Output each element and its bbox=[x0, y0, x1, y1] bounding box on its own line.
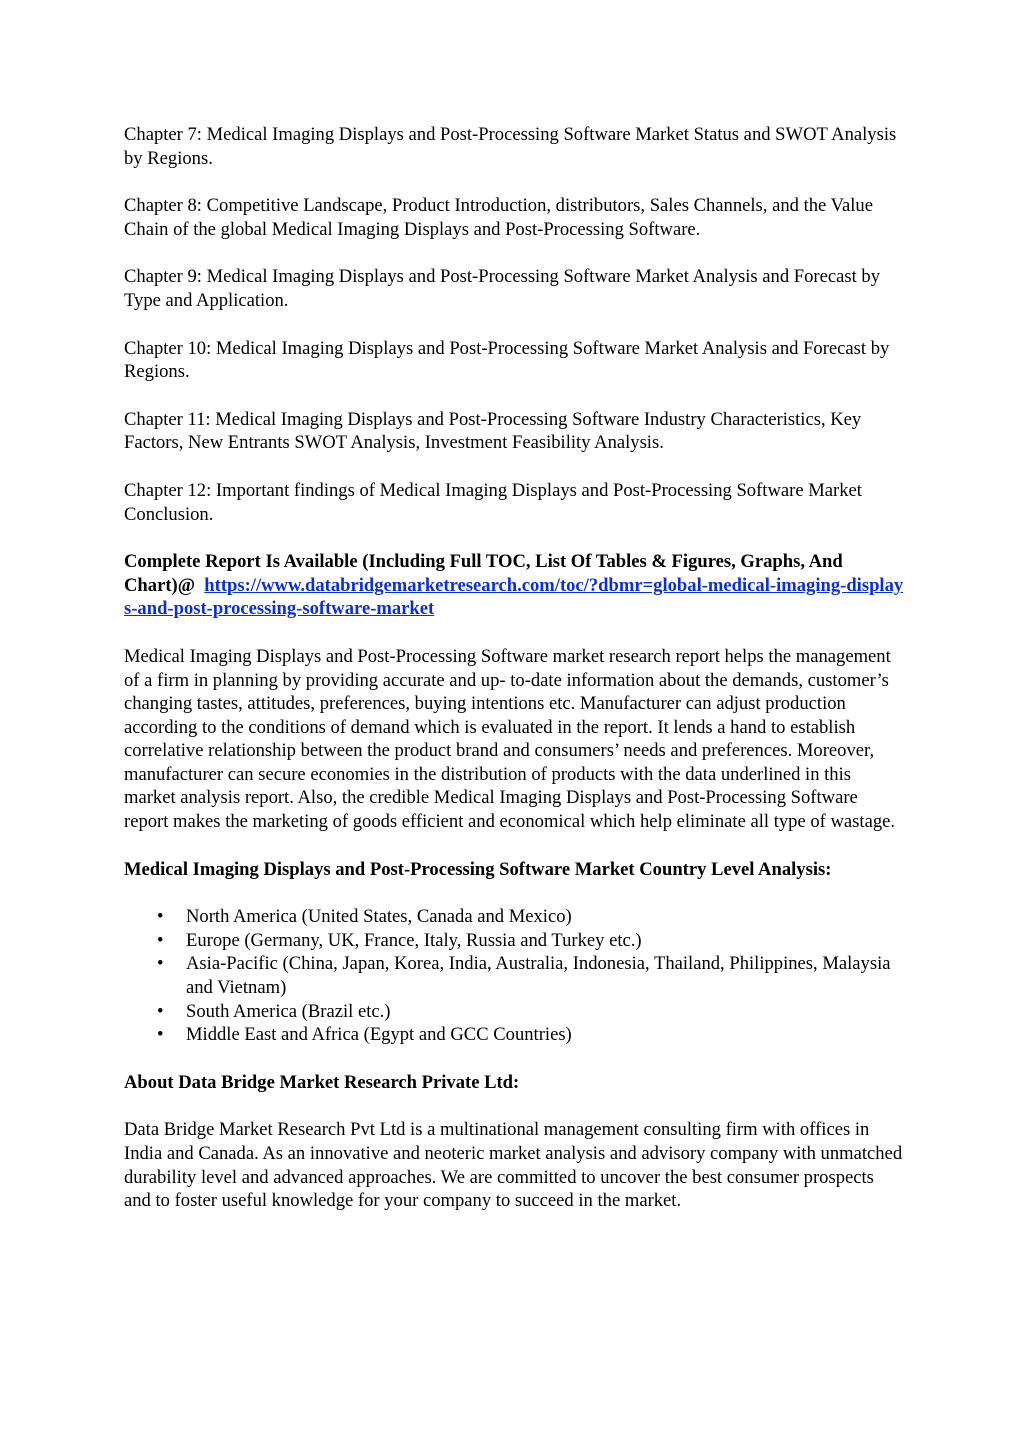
country-level-heading: Medical Imaging Displays and Post-Processing Software Market Country Level Analysis: bbox=[124, 858, 832, 880]
about-heading: About Data Bridge Market Research Private Ltd: bbox=[124, 1071, 520, 1093]
list-item: • Europe (Germany, UK, France, Italy, Russia and Turkey etc.) bbox=[186, 929, 904, 953]
report-description: Medical Imaging Displays and Post-Processing Software market research report helps the management of a firm in planning by providing accurate and up- to-date information about the demands, customer’s changing tastes, attitudes, preferences, buying intentions etc. Manufacturer can adjust production according to the conditions of demand which is evaluated in the report. It lends a hand to establish correlative relationship between the product brand and consumers’ needs and preferences. Moreover, manufacturer can secure economies in the distribution of products with the data underlined in this market analysis report. Also, the credible Medical Imaging Displays and Post-Processing Software report makes the marketing of goods efficient and economical which help eliminate all type of wastage. bbox=[124, 645, 896, 833]
list-item: • North America (United States, Canada and Mexico) bbox=[186, 905, 904, 929]
chapter-11: Chapter 11: Medical Imaging Displays and Post-Processing Software Industry Characteristics, Key Factors, New Entrants SWOT Analysis, Investment Feasibility Analysis. bbox=[124, 408, 862, 454]
about-body: Data Bridge Market Research Pvt Ltd is a multinational management consulting firm with offices in India and Canada. As an innovative and neoteric market analysis and advisory company with unmatched durability level and advanced approaches. We are committed to uncover the best consumer prospects and to foster useful knowledge for your company to succeed in the market. bbox=[124, 1119, 903, 1212]
region-list bbox=[124, 905, 904, 1047]
chapter-12: Chapter 12: Important findings of Medical Imaging Displays and Post-Processing Software Market Conclusion. bbox=[124, 479, 862, 525]
chapter-8: Chapter 8: Competitive Landscape, Product Introduction, distributors, Sales Channels, and the Value Chain of the global Medical Imaging Displays and Post-Processing Software. bbox=[124, 195, 873, 240]
list-item: • South America (Brazil etc.) bbox=[186, 1000, 904, 1024]
chapter-7: Chapter 7: Medical Imaging Displays and Post-Processing Software Market Status and SWOT Analysis by Regions. bbox=[124, 124, 897, 169]
full-report-lead: Complete Report Is Available (Including Full TOC, List Of Tables & Figures, Graphs, And Chart)@ bbox=[124, 551, 843, 596]
list-item: • Asia-Pacific (China, Japan, Korea, India, Australia, Indonesia, Thailand, Philippines, Malaysia and Vietnam) bbox=[186, 952, 904, 999]
chapter-9: Chapter 9: Medical Imaging Displays and Post-Processing Software Market Analysis and Forecast by Type and Application. bbox=[124, 266, 881, 311]
chapter-10: Chapter 10: Medical Imaging Displays and Post-Processing Software Market Analysis and Forecast by Regions. bbox=[124, 337, 890, 383]
list-item: • Middle East and Africa (Egypt and GCC Countries) bbox=[186, 1023, 904, 1047]
document-page bbox=[124, 123, 904, 1237]
full-report-link[interactable]: https://www.databridgemarketresearch.com/toc/?dbmr=global-medical-imaging-displays-and-post-processing-software-market bbox=[124, 574, 904, 620]
full-report-paragraph bbox=[124, 550, 904, 621]
